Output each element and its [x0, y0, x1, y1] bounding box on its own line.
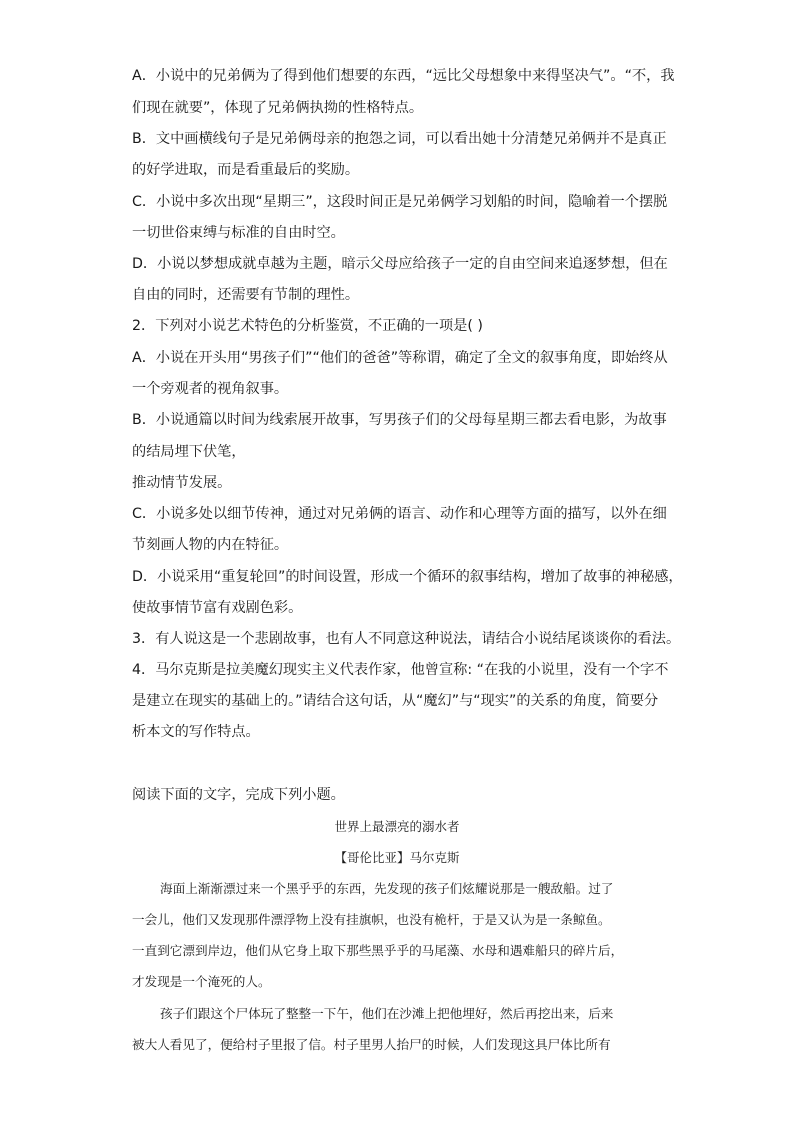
q2-option-d-line2: 使故事情节富有戏剧色彩。: [132, 600, 303, 616]
article-p1-line4: 才发现是一个淹死的人。: [132, 974, 271, 989]
article-p2-line2: 被大人看见了，便给村子里报了信。村子里男人抬尸的时候，人们发现这具尸体比所有: [132, 1037, 611, 1052]
q1-option-c-line1: C．小说中多次出现“星期三”，这段时间正是兄弟俩学习划船的时间，隐喻着一个摆脱: [132, 194, 668, 210]
q1-option-b-line2: 的好学进取，而是看重最后的奖励。: [132, 162, 360, 178]
article-p2-line1: 孩子们跟这个尸体玩了整整一下午，他们在沙滩上把他埋好，然后再挖出来，后来: [160, 1006, 614, 1021]
q4-line3: 析本文的写作特点。: [132, 724, 260, 740]
q4-line2: 是建立在现实的基础上的。”请结合这句话，从“魔幻”与“现实”的关系的角度，简要分: [132, 693, 659, 709]
q2-option-b-line1: B．小说通篇以时间为线索展开故事，写男孩子们的父母每星期三都去看电影，为故事: [132, 412, 667, 428]
article-p1-line2: 一会儿，他们又发现那件漂浮物上没有挂旗帜，也没有桅杆，于是又认为是一条鲸鱼。: [132, 912, 611, 927]
question-3: 3．有人说这是一个悲剧故事，也有人不同意这种说法，请结合小说结尾谈谈你的看法。: [132, 631, 681, 647]
q2-stem: 2．下列对小说艺术特色的分析鉴赏，不正确的一项是( ): [132, 318, 483, 334]
q1-option-a-line1: A．小说中的兄弟俩为了得到他们想要的东西，“远比父母想象中来得坚决气”。“不，我: [132, 68, 675, 84]
reading-instruction: 阅读下面的文字，完成下列小题。: [132, 787, 345, 803]
q1-option-a-line2: 们现在就要”，体现了兄弟俩执拗的性格特点。: [132, 100, 424, 116]
q1-option-c-line2: 一切世俗束缚与标准的自由时空。: [132, 225, 345, 241]
q2-option-c-line1: C．小说多处以细节传神，通过对兄弟俩的语言、动作和心理等方面的描写，以外在细: [132, 506, 667, 522]
article-author: 【哥伦比亚】马尔克斯: [334, 850, 460, 865]
q2-option-d-line1: D．小说采用“重复轮回”的时间设置，形成一个循环的叙事结构，增加了故事的神秘感，: [132, 569, 683, 585]
q1-option-d-line2: 自由的同时，还需要有节制的理性。: [132, 287, 360, 303]
article-title: 世界上最漂亮的溺水者: [334, 819, 460, 834]
article-p1-line3: 一直到它漂到岸边，他们从它身上取下那些黑乎乎的马尾藻、水母和遇难船只的碎片后，: [132, 943, 624, 958]
q4-line1: 4．马尔克斯是拉美魔幻现实主义代表作家，他曾宣称: “在我的小说里，没有一个字不: [132, 662, 669, 678]
q2-option-c-line2: 节刻画人物的内在特征。: [132, 537, 289, 553]
article-p1-line1: 海面上渐渐漂过来一个黑乎乎的东西，先发现的孩子们炫耀说那是一艘敌船。过了: [160, 881, 614, 896]
q2-option-a-line1: A．小说在开头用“男孩子们”“他们的爸爸”等称谓，确定了全文的叙事角度，即始终从: [132, 350, 668, 366]
q2-option-a-line2: 一个旁观者的视角叙事。: [132, 381, 289, 397]
q1-option-d-line1: D．小说以梦想成就卓越为主题，暗示父母应给孩子一定的自由空间来追逐梦想，但在: [132, 256, 668, 272]
q1-option-b-line1: B．文中画横线句子是兄弟俩母亲的抱怨之词，可以看出她十分清楚兄弟俩并不是真正: [132, 131, 667, 147]
q2-option-b-line2: 的结局埋下伏笔，: [132, 444, 246, 460]
q2-option-b-line3: 推动情节发展。: [132, 475, 232, 491]
